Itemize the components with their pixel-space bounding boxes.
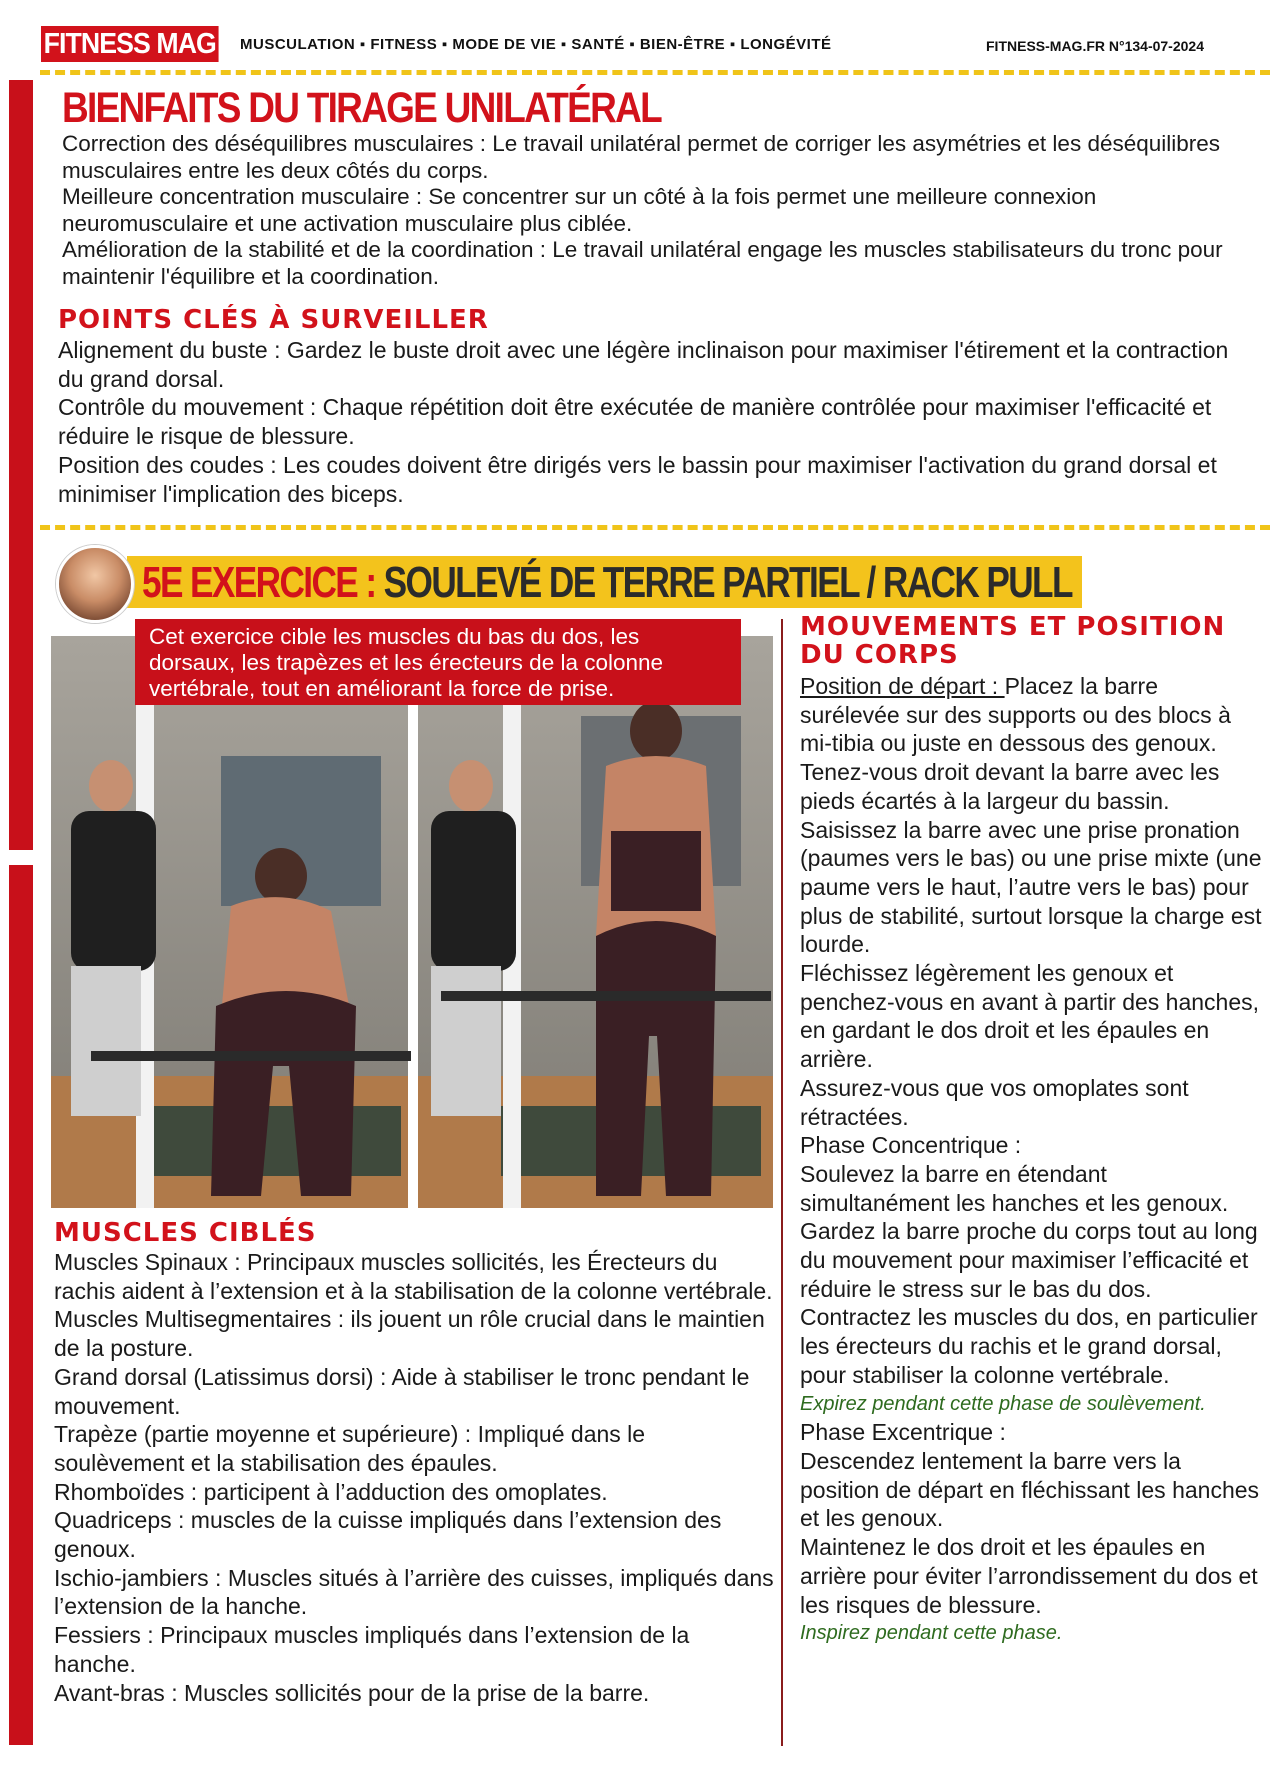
muscle-item: Muscles Spinaux : Principaux muscles sollicités, les Érecteurs du rachis aident à l’extension et à la stabilisation de la colonne vertébrale.: [54, 1249, 773, 1304]
photo-illustration: [51, 636, 773, 1208]
start-item: Fléchissez légèrement les genoux et penchez-vous en avant à partir des hanches, en gardant le dos droit et les épaules en arrière.: [800, 960, 1260, 1073]
exercise-title: [142, 558, 1072, 608]
eccentric-item: Descendez lentement la barre vers la position de départ en fléchissant les hanches et les genoux.: [800, 1447, 1260, 1532]
coach-avatar: [56, 545, 134, 623]
exercise-number: 5E EXERCICE :: [142, 558, 384, 607]
exercise-callout: Cet exercice cible les muscles du bas du dos, les dorsaux, les trapèzes et les érecteurs de la colonne vertébrale, tout en améliorant la force de prise.: [135, 619, 741, 705]
benefits-text: [62, 131, 1232, 290]
concentric-note: Expirez pendant cette phase de soulèvement.: [800, 1392, 1206, 1415]
movements-text: [800, 672, 1262, 1648]
key-point-paragraph: Alignement du buste : Gardez le buste droit avec une légère inclinaison pour maximiser l'étirement et la contraction du grand dorsal.: [58, 337, 1229, 392]
muscle-item: Rhomboïdes : participent à l’adduction des omoplates.: [54, 1478, 608, 1505]
eccentric-label: Phase Excentrique :: [800, 1419, 1006, 1446]
exercise-photo: [51, 636, 773, 1208]
start-item: Tenez-vous droit devant la barre avec les pieds écartés à la largeur du bassin.: [800, 759, 1220, 814]
issue-number: FITNESS-MAG.FR N°134-07-2024: [986, 38, 1204, 54]
section-title-movements: [800, 613, 1225, 669]
movements-title-line1: MOUVEMENTS ET POSITION: [800, 612, 1226, 642]
benefit-paragraph: Amélioration de la stabilité et de la coordination : Le travail unilatéral engage les muscles stabilisateurs du tronc pour maintenir l'équilibre et la coordination.: [62, 237, 1223, 289]
left-accent-bar: [9, 80, 33, 850]
start-item: Saisissez la barre avec une prise pronation (paumes vers le bas) ou une prise mixte (une paume vers le haut, l’autre vers le bas) pour plus de stabilité, surtout lorsque la charge est lourde.: [800, 816, 1262, 958]
middle-divider: [40, 525, 1270, 530]
key-point-paragraph: Position des coudes : Les coudes doivent être dirigés vers le bassin pour maximiser l'activation du grand dorsal et minimiser l'implication des biceps.: [58, 451, 1217, 507]
muscle-item: Quadriceps : muscles de la cuisse impliqués dans l’extension des genoux.: [54, 1507, 722, 1563]
muscle-item: Fessiers : Principaux muscles impliqués dans l’extension de la hanche.: [54, 1622, 690, 1677]
start-position: [800, 672, 1262, 758]
eccentric-note: Inspirez pendant cette phase.: [800, 1622, 1063, 1645]
concentric-label: Phase Concentrique :: [800, 1132, 1022, 1159]
section-title-benefits: BIENFAITS DU TIRAGE UNILATÉRAL: [62, 84, 661, 132]
top-divider: [40, 70, 1270, 75]
benefit-paragraph: Meilleure concentration musculaire : Se concentrer sur un côté à la fois permet une meilleure connexion neuromusculaire et une activation musculaire plus ciblée.: [62, 184, 1097, 236]
muscle-item: Muscles Multisegmentaires : ils jouent un rôle crucial dans le maintien de la posture.: [54, 1306, 765, 1362]
start-position-text: Placez la barre surélevée sur des supports ou des blocs à mi-tibia ou juste en dessous des genoux.: [800, 673, 1231, 757]
concentric-item: Gardez la barre proche du corps tout au long du mouvement pour maximiser l’efficacité et réduire le stress sur le bas du dos.: [800, 1218, 1258, 1302]
section-title-key-points: POINTS CLÉS À SURVEILLER: [58, 305, 489, 335]
muscle-item: Avant-bras : Muscles sollicités pour de la prise de la barre.: [54, 1679, 650, 1706]
movements-title-line2: DU CORPS: [800, 640, 959, 670]
section-nav: MUSCULATION ▪ FITNESS ▪ MODE DE VIE ▪ SANTÉ ▪ BIEN-ÊTRE ▪ LONGÉVITÉ: [240, 36, 832, 53]
column-divider: [781, 619, 783, 1746]
magazine-logo: FITNESS MAG: [41, 26, 219, 62]
section-title-muscles: MUSCLES CIBLÉS: [54, 1218, 317, 1248]
start-item: Assurez-vous que vos omoplates sont rétractées.: [800, 1074, 1189, 1130]
eccentric-item: Maintenez le dos droit et les épaules en arrière pour éviter l’arrondissement du dos et les risques de blessure.: [800, 1534, 1258, 1618]
muscle-item: Trapèze (partie moyenne et supérieure) : Impliqué dans le soulèvement et la stabilisation des épaules.: [54, 1421, 646, 1476]
muscle-item: Grand dorsal (Latissimus dorsi) : Aide à stabiliser le tronc pendant le mouvement.: [54, 1363, 750, 1419]
start-position-label: Position de départ :: [800, 673, 1005, 699]
concentric-item: Contractez les muscles du dos, en particulier les érecteurs du rachis et le grand dorsal, pour stabiliser la colonne vertébrale.: [800, 1304, 1258, 1388]
key-points-text: [58, 336, 1233, 508]
benefit-paragraph: Correction des déséquilibres musculaires : Le travail unilatéral permet de corriger les asymétries et les déséquilibres musculaires entre les deux côtés du corps.: [62, 131, 1221, 183]
muscles-list: [54, 1248, 776, 1707]
exercise-name: SOULEVÉ DE TERRE PARTIEL / RACK PULL: [383, 558, 1072, 607]
key-point-paragraph: Contrôle du mouvement : Chaque répétition doit être exécutée de manière contrôlée pour maximiser l'efficacité et réduire le risque de blessure.: [58, 394, 1212, 450]
left-accent-bar-lower: [9, 865, 33, 1745]
muscle-item: Ischio-jambiers : Muscles situés à l’arrière des cuisses, impliqués dans l’extension de la hanche.: [54, 1564, 774, 1620]
concentric-item: Soulevez la barre en étendant simultanément les hanches et les genoux.: [800, 1160, 1229, 1216]
